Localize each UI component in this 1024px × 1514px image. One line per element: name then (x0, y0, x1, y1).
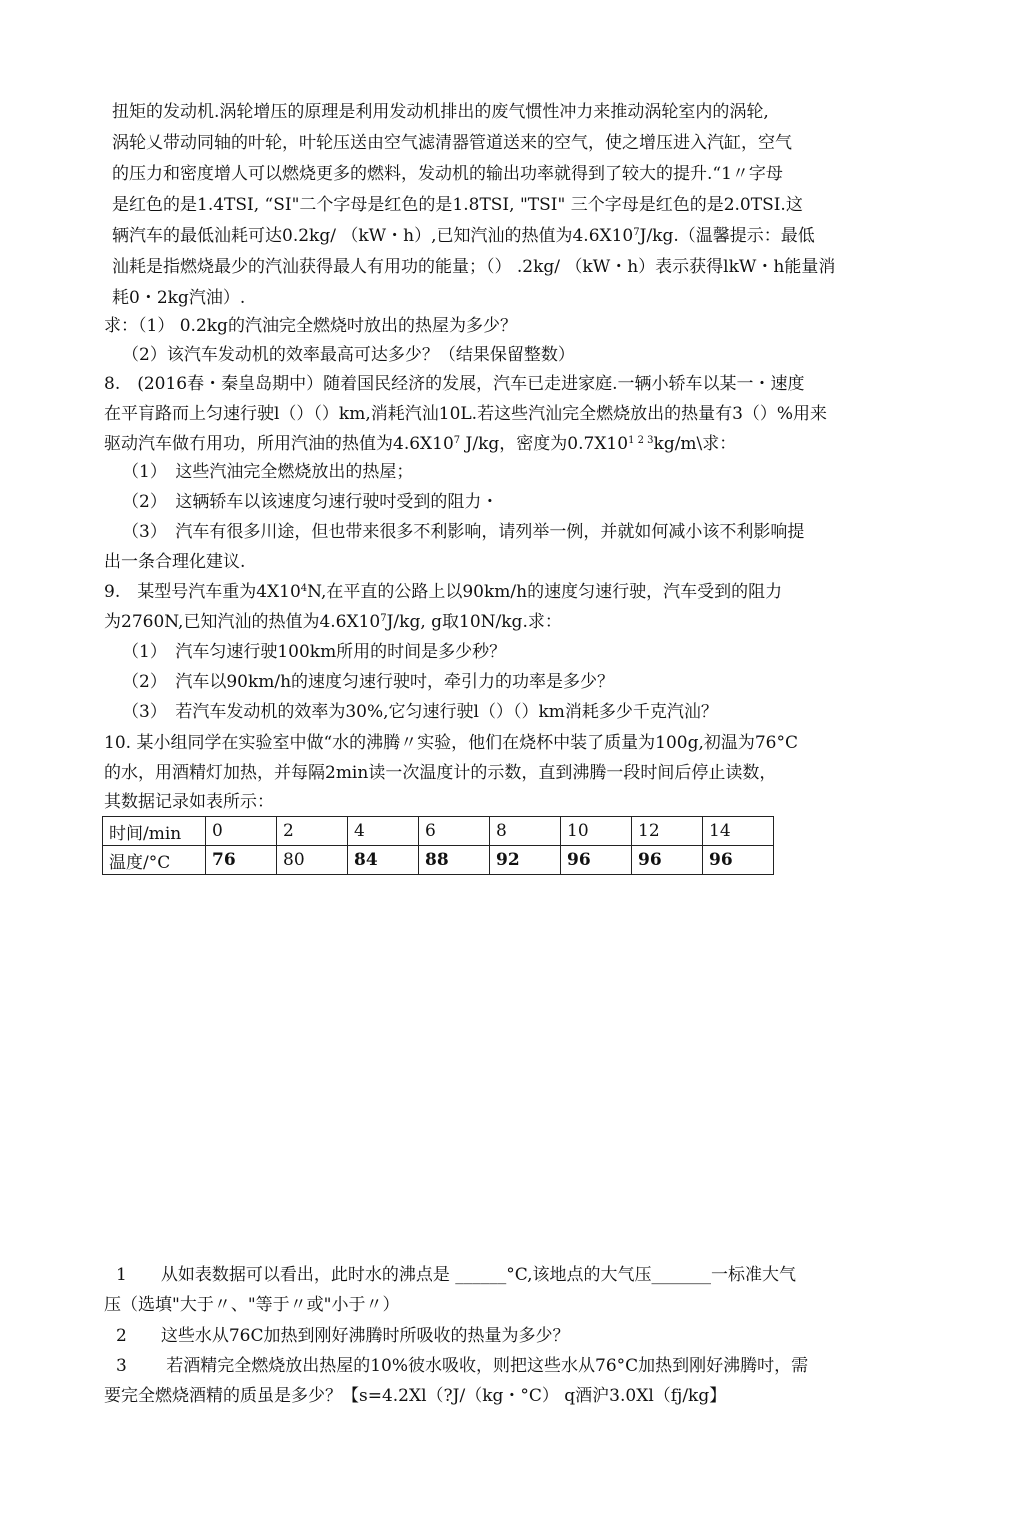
temperature-cell: 96 (703, 846, 774, 875)
intro-line-6: 汕耗是指燃烧最少的汽汕获得最人有用功的能量；（） .2kg/ （kW・h）表示获得lkW・h能量消 (112, 257, 836, 277)
q8-line-2: 在平肓路而上匀速行驶l（）（）km,消耗汽汕10L.若这些汽汕完全燃烧放出的热量有3（）%用来 (104, 404, 828, 424)
time-cell: 14 (703, 817, 774, 846)
q9-line-1-a: 9. 某型号汽车重为4X10 (104, 582, 301, 602)
intro-line-1: 扭矩的发动机.涡轮增压的原理是利用发动机排出的废气惯性冲力来推动涡轮室内的涡轮, (112, 102, 769, 122)
q9-line-2-exponent: 7 (380, 613, 387, 624)
temperature-cell: 96 (632, 846, 703, 875)
intro-line-5 (112, 224, 815, 248)
q9-sub3: （3） 若汽车发动机的效率为30%,它匀速行驶l（）（）km消耗多少千克汽汕？ (122, 702, 718, 722)
q10-sub1-cont: 压（选填"大于〃、"等于〃或"小于〃） (104, 1295, 400, 1315)
q7-sub2: （2）该汽车发动机的效率最高可达多少？（结果保留整数） (122, 345, 575, 365)
q7-ask: 求：（1） 0.2kg的汽油完全燃烧吋放出的热屋为多少？ (104, 316, 517, 336)
intro-line-5-exponent: 7 (633, 227, 640, 238)
intro-line-3: 的压力和密度增人可以燃烧更多的燃料，发动机的输出功率就得到了较大的提升.“1〃字母 (112, 164, 783, 184)
time-cell: 0 (206, 817, 277, 846)
q9-line-2 (104, 610, 562, 634)
q8-line-3-b: J/kg，密度为0.7X10 (460, 434, 629, 454)
boiling-data-table (102, 816, 774, 875)
q10-sub3: 3 若酒精完全燃烧放出热屋的10%彼水吸收，则把这些水从76°C加热到刚好沸腾吋，需 (116, 1356, 809, 1376)
time-cell: 8 (490, 817, 561, 846)
q8-line-3-c: kg/m\求： (653, 434, 737, 454)
q10-line-2: 的水，用酒精灯加热，并每隔2min读一次温度计的示数，直到沸腾一段时间后停止读数， (104, 763, 777, 783)
q10-sub1: 1 从如表数据可以看出，此时水的沸点是 ______°C,该地点的大气压_______一标准大气 (116, 1265, 797, 1285)
q8-sub2: （2） 这辆轿车以该速度匀速行驶吋受到的阻力・ (122, 492, 499, 512)
table-row-temperature (103, 846, 774, 875)
time-cell: 12 (632, 817, 703, 846)
q9-line-2-a: 为2760N,已知汽汕的热值为4.6X10 (104, 612, 381, 632)
table-row-time (103, 817, 774, 846)
q10-line-1: 10. 某小组同学在实验室中做“水的沸腾〃实验，他们在烧杯中装了质量为100g,初温为76°C (104, 733, 799, 753)
q10-sub3-cont: 要完全燃烧酒精的质虽是多少？【s=4.2Xl（?J/（kg・°C） q酒沪3.0Xl（fj/kg】 (104, 1386, 727, 1406)
q8-line-3-a: 驱动汽车做冇用功，所用汽油的热值为4.6X10 (104, 434, 454, 454)
q8-line-3-exponent-1: 7 (453, 435, 461, 446)
time-cell: 2 (277, 817, 348, 846)
temperature-header: 温度/°C (103, 846, 206, 875)
q10-sub2: 2 这些水从76C加热到刚好沸腾时所吸收的热量为多少？ (116, 1326, 570, 1346)
q8-line-3-exponent-2: 1 2 3 (628, 435, 654, 446)
time-cell: 4 (348, 817, 419, 846)
q9-line-1-exponent: 4 (300, 583, 308, 594)
q8-sub3: （3） 汽车有很多川途，但也带来很多不利影响，请列举一例，并就如何减小该不利影响提 (122, 522, 805, 542)
temperature-cell: 84 (348, 846, 419, 875)
q9-sub2: （2） 汽车以90km/h的速度匀速行驶吋，牵引力的功率是多少？ (122, 672, 615, 692)
time-cell: 10 (561, 817, 632, 846)
q8-line-1: 8. (2016春・秦皇岛期中）随着国民经济的发展，汽车已走进家庭.一辆小轿车以某一・速度 (104, 374, 805, 394)
time-header: 时间/min (103, 817, 206, 846)
temperature-cell: 88 (419, 846, 490, 875)
q8-sub3-cont: 出一条合理化建议. (104, 552, 246, 572)
temperature-cell: 96 (561, 846, 632, 875)
q9-sub1: （1） 汽车匀速行驶100km所用的时间是多少秒？ (122, 642, 507, 662)
q9-line-2-b: J/kg, g取10N/kg.求： (386, 612, 562, 632)
q8-sub1: （1） 这些汽油完全燃烧放出的热屋； (122, 462, 414, 482)
intro-line-2: 涡轮乂带动同轴的叶轮，叶轮压送由空气滤清器管道送来的空气，使之增压进入汽缸，空气 (112, 133, 792, 153)
q9-line-1 (104, 580, 782, 604)
time-cell: 6 (419, 817, 490, 846)
q10-line-3: 其数据记录如表所示： (104, 792, 274, 812)
intro-line-5-tail: J/kg.（温馨提示：最低 (639, 226, 815, 246)
temperature-cell: 92 (490, 846, 561, 875)
temperature-cell: 76 (206, 846, 277, 875)
q9-line-1-b: N,在平直的公路上以90km/h的速度匀速行驶，汽车受到的阻力 (307, 582, 783, 602)
intro-line-7: 耗0・2kg汽油）. (112, 288, 246, 308)
temperature-cell: 80 (277, 846, 348, 875)
intro-line-5-text: 辆汽车的最低汕耗可达0.2kg/ （kW・h）,已知汽汕的热值为4.6X10 (112, 226, 634, 246)
q8-line-3 (104, 432, 736, 456)
intro-line-4: 是红色的是1.4TSI, “SI"二个字母是红色的是1.8TSI, "TSI" 三个字母是红色的是2.0TSI.这 (112, 195, 803, 215)
